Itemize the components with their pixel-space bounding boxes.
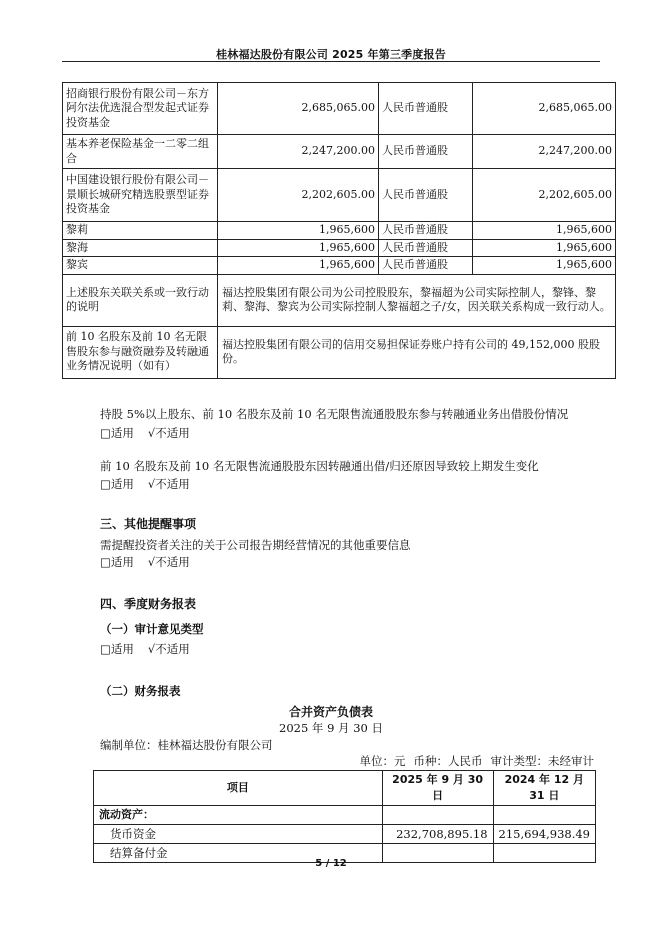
change-statement: 前 10 名股东及前 10 名无限售流通股股东因转融通出借/归还原因导致较上期发生变化 [100,459,539,473]
row-current [382,806,493,825]
table-header-row [94,771,596,806]
report-header: 桂林福达股份有限公司 2025 年第三季度报告 [216,48,446,61]
balance-sheet-table [93,770,596,863]
margin-text: 福达控股集团有限公司的信用交易担保证券账户持有公司的 49,152,000 股股份。 [218,326,616,378]
share-type: 人民币普通股 [379,257,473,275]
holder-name: 基本养老保险基金一二零二组合 [63,135,218,169]
balance-sheet-date: 2025 年 9 月 30 日 [279,721,383,735]
table-row [63,169,616,222]
table-row [63,135,616,169]
checkbox-line [100,476,204,492]
col-prior-header: 2024 年 12 月 31 日 [493,771,595,806]
share-type: 人民币普通股 [379,222,473,240]
header-rule [62,61,600,62]
page-number: 5 / 12 [315,858,347,869]
holder-shares: 1,965,600 [218,239,379,257]
share-amount: 2,685,065.00 [473,83,616,135]
balance-sheet-title: 合并资产负债表 [288,705,373,719]
col-current-header: 2025 年 9 月 30 日 [382,771,493,806]
currency-label: 币种：人民币 [413,754,483,768]
table-row [94,806,596,825]
holder-name: 黎宾 [63,257,218,275]
not-applicable-option: √不适用 [147,555,190,569]
col-item-header: 项目 [94,771,383,806]
applicable-option: □适用 [100,477,134,491]
row-prior: 215,694,938.49 [493,825,595,844]
reminder-statement: 需提醒投资者关注的关于公司报告期经营情况的其他重要信息 [100,538,411,552]
table-row [63,239,616,257]
share-amount: 1,965,600 [473,222,616,240]
not-applicable-option: √不适用 [147,477,190,491]
preparer: 编制单位：桂林福达股份有限公司 [100,738,273,752]
row-item: 结算备付金 [94,844,383,863]
checkbox-line [100,641,204,657]
share-amount: 2,202,605.00 [473,169,616,222]
section-title: 三、其他提醒事项 [100,517,197,531]
share-type: 人民币普通股 [379,169,473,222]
checkbox-line [100,425,204,441]
shareholders-table [62,82,616,379]
not-applicable-option: √不适用 [147,426,190,440]
table-row [63,83,616,135]
table-row [63,257,616,275]
share-amount: 1,965,600 [473,257,616,275]
unit-line [352,753,595,769]
unit-label: 单位：元 [359,754,406,768]
audit-label: 审计类型：未经审计 [490,754,594,768]
checkbox-line [100,554,204,570]
holder-name: 黎海 [63,239,218,257]
margin-label: 前 10 名股东及前 10 名无限售股东参与融资融券及转融通业务情况说明（如有） [63,326,218,378]
share-type: 人民币普通股 [379,135,473,169]
applicable-option: □适用 [100,555,134,569]
holder-shares: 1,965,600 [218,222,379,240]
table-row [63,326,616,378]
relation-label: 上述股东关联关系或一致行动的说明 [63,274,218,326]
holder-name: 招商银行股份有限公司－东方阿尔法优选混合型发起式证券投资基金 [63,83,218,135]
holder-name: 黎莉 [63,222,218,240]
share-type: 人民币普通股 [379,83,473,135]
subsection-title: （一）审计意见类型 [100,622,204,636]
subsection-title: （二）财务报表 [100,684,181,698]
holder-shares: 2,202,605.00 [218,169,379,222]
not-applicable-option: √不适用 [147,642,190,656]
holder-name: 中国建设银行股份有限公司－景顺长城研究精选股票型证券投资基金 [63,169,218,222]
row-current: 232,708,895.18 [382,825,493,844]
share-type: 人民币普通股 [379,239,473,257]
row-item: 货币资金 [94,825,383,844]
applicable-option: □适用 [100,426,134,440]
holder-shares: 2,685,065.00 [218,83,379,135]
row-prior [493,806,595,825]
share-amount: 1,965,600 [473,239,616,257]
table-row [63,274,616,326]
table-row [94,825,596,844]
applicable-option: □适用 [100,642,134,656]
share-amount: 2,247,200.00 [473,135,616,169]
row-item: 流动资产： [94,806,383,825]
table-row [63,222,616,240]
holder-shares: 2,247,200.00 [218,135,379,169]
lending-statement: 持股 5%以上股东、前 10 名股东及前 10 名无限售流通股股东参与转融通业务出借股份情况 [100,407,569,421]
section-title: 四、季度财务报表 [100,597,197,611]
holder-shares: 1,965,600 [218,257,379,275]
relation-text: 福达控股集团有限公司为公司控股股东，黎福超为公司实际控制人，黎锋、黎莉、黎海、黎宾为公司实际控制人黎福超之子/女，因关联关系构成一致行动人。 [218,274,616,326]
